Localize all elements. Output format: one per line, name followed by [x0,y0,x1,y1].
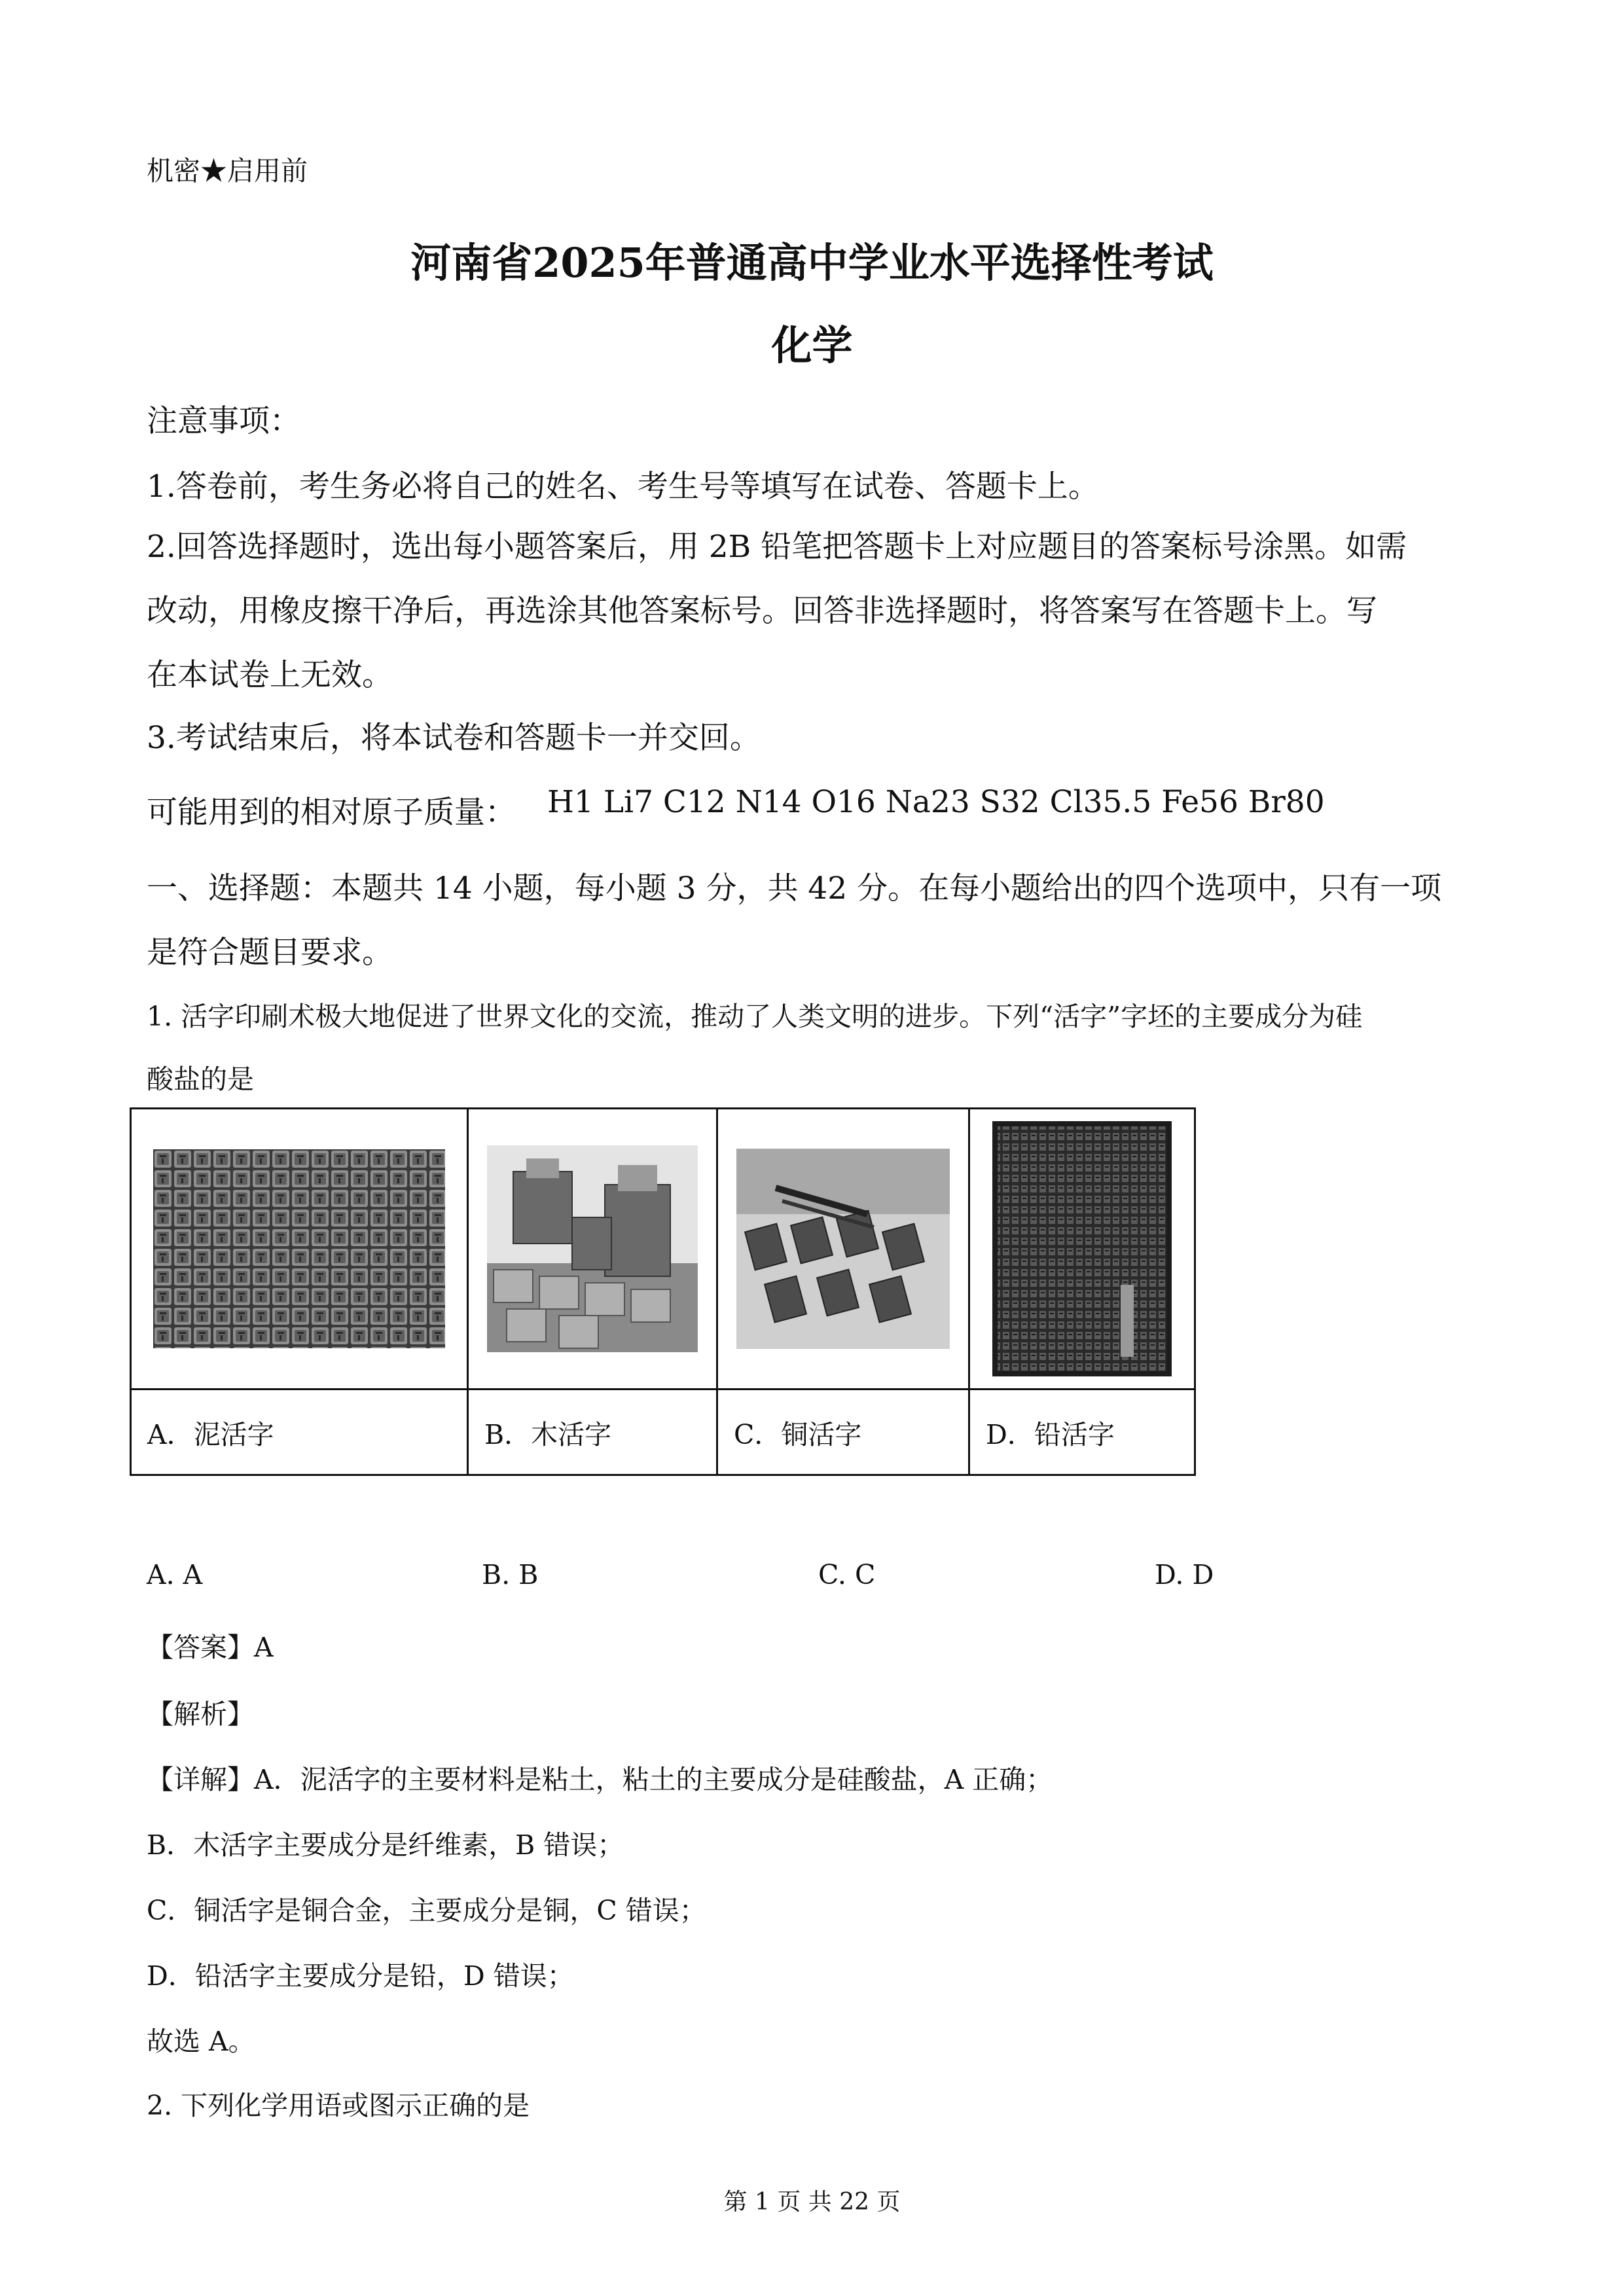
q1-choice-d: D. D [1155,1559,1214,1590]
clay-type-photo [153,1149,445,1348]
section-1-line-2: 是符合题目要求。 [147,935,393,971]
q1-detail-2: B．木活字主要成分是纤维素，B 错误； [147,1829,624,1861]
q1-label-b: B．木活字 [468,1390,717,1475]
q1-stem-line-1: 1. 活字印刷术极大地促进了世界文化的交流，推动了人类文明的进步。下列“活字”字坯的主要成分为硅 [147,1001,1363,1032]
q1-options-table [130,1107,1196,1476]
q1-choice-a: A. A [147,1559,203,1590]
q1-detail-3: C．铜活字是铜合金，主要成分是铜，C 错误； [147,1895,706,1926]
section-1-line-1: 一、选择题：本题共 14 小题，每小题 3 分，共 42 分。在每小题给出的四个选项中，只有一项 [147,870,1442,906]
q1-answer: 【答案】A [147,1632,274,1663]
notes-item-2-line-1: 2.回答选择题时，选出每小题答案后，用 2B 铅笔把答题卡上对应题目的答案标号涂黑。如需 [147,529,1407,565]
q1-choice-b: B. B [482,1559,539,1590]
clay-type-photo-cell [131,1109,468,1390]
wood-type-photo [487,1145,698,1352]
atomic-mass-values: H1 Li7 C12 N14 O16 Na23 S32 Cl35.5 Fe56 Br80 [547,784,1325,820]
wood-type-photo-cell [468,1109,717,1390]
notes-item-3: 3.考试结束后，将本试卷和答题卡一并交回。 [147,720,761,756]
q1-label-a: A．泥活字 [131,1390,468,1475]
page-title: 河南省2025年普通高中学业水平选择性考试 [410,239,1214,287]
copper-type-photo [736,1149,950,1349]
q2-stem: 2. 下列化学用语或图示正确的是 [147,2090,530,2121]
atomic-mass-label: 可能用到的相对原子质量： [147,795,516,831]
notes-heading: 注意事项： [147,403,300,439]
copper-type-photo-cell [717,1109,969,1390]
subject-title: 化学 [771,321,853,369]
q1-choice-c: C. C [818,1559,876,1590]
lead-type-photo [992,1121,1172,1376]
notes-item-1: 1.答卷前，考生务必将自己的姓名、考生号等填写在试卷、答题卡上。 [147,469,1099,505]
q1-label-d: D．铅活字 [969,1390,1195,1475]
q1-analysis-heading: 【解析】 [147,1698,254,1730]
q1-detail-4: D．铅活字主要成分是铅，D 错误； [147,1960,574,1992]
q1-label-c: C．铜活字 [717,1390,969,1475]
confidential-label: 机密★启用前 [147,155,308,187]
q1-stem-line-2: 酸盐的是 [147,1064,254,1095]
q1-conclusion: 故选 A。 [147,2026,255,2057]
page-footer: 第 1 页 共 22 页 [723,2189,901,2215]
notes-item-2-line-3: 在本试卷上无效。 [147,657,393,693]
lead-type-photo-cell [969,1109,1195,1390]
notes-item-2-line-2: 改动，用橡皮擦干净后，再选涂其他答案标号。回答非选择题时，将答案写在答题卡上。写 [147,593,1377,629]
q1-detail-1: 【详解】A．泥活字的主要材料是粘土，粘土的主要成分是硅酸盐，A 正确； [147,1764,1053,1795]
